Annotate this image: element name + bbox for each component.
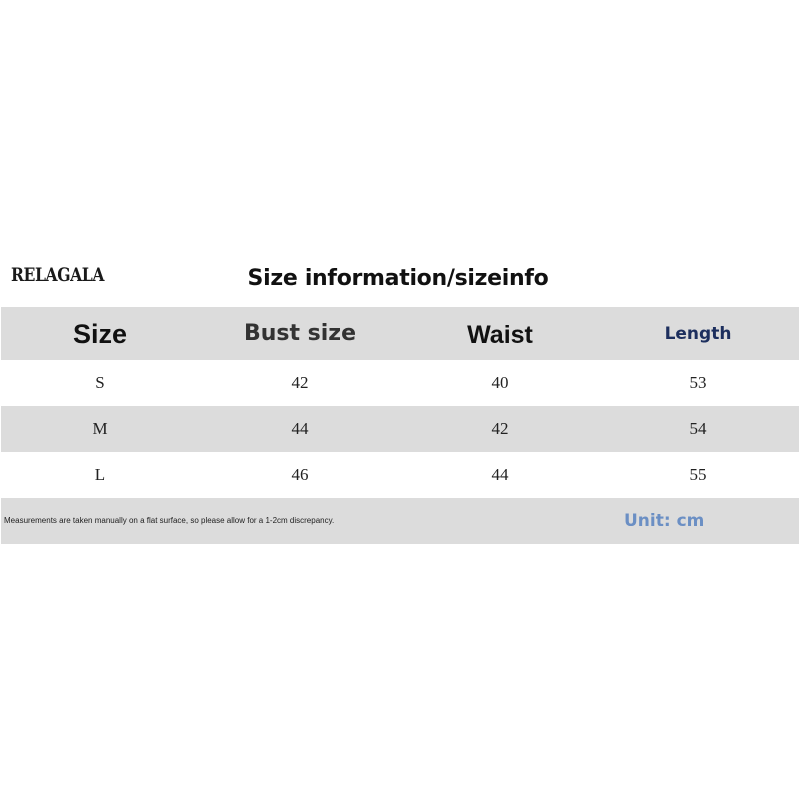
cell-bust: 46 (291, 465, 309, 484)
table-header-row (1, 307, 799, 360)
header-length: Length (664, 324, 732, 344)
brand-logo: RELAGALA (11, 264, 105, 286)
cell-length: 55 (689, 465, 707, 484)
cell-waist: 42 (491, 419, 509, 438)
cell-length: 53 (689, 373, 707, 392)
header-size: Size (72, 319, 128, 349)
table-footer-row (1, 498, 799, 544)
page-title: Size information/sizeinfo (247, 266, 549, 291)
table-row (1, 406, 799, 452)
measurement-note: Measurements are taken manually on a flat surface, so please allow for a 1-2cm discrepancy. (4, 516, 335, 525)
cell-bust: 42 (291, 373, 309, 392)
unit-label: Unit: cm (624, 511, 705, 531)
table-row (1, 360, 799, 406)
header-bust-size: Bust size (243, 321, 357, 346)
cell-length: 54 (689, 419, 707, 438)
cell-bust: 44 (291, 419, 309, 438)
header-waist: Waist (467, 321, 533, 349)
size-table (1, 307, 799, 544)
cell-waist: 40 (491, 373, 509, 392)
cell-waist: 44 (491, 465, 509, 484)
cell-size: M (92, 419, 108, 438)
cell-size: L (94, 465, 106, 484)
table-row (1, 452, 799, 498)
cell-size: S (95, 373, 105, 392)
